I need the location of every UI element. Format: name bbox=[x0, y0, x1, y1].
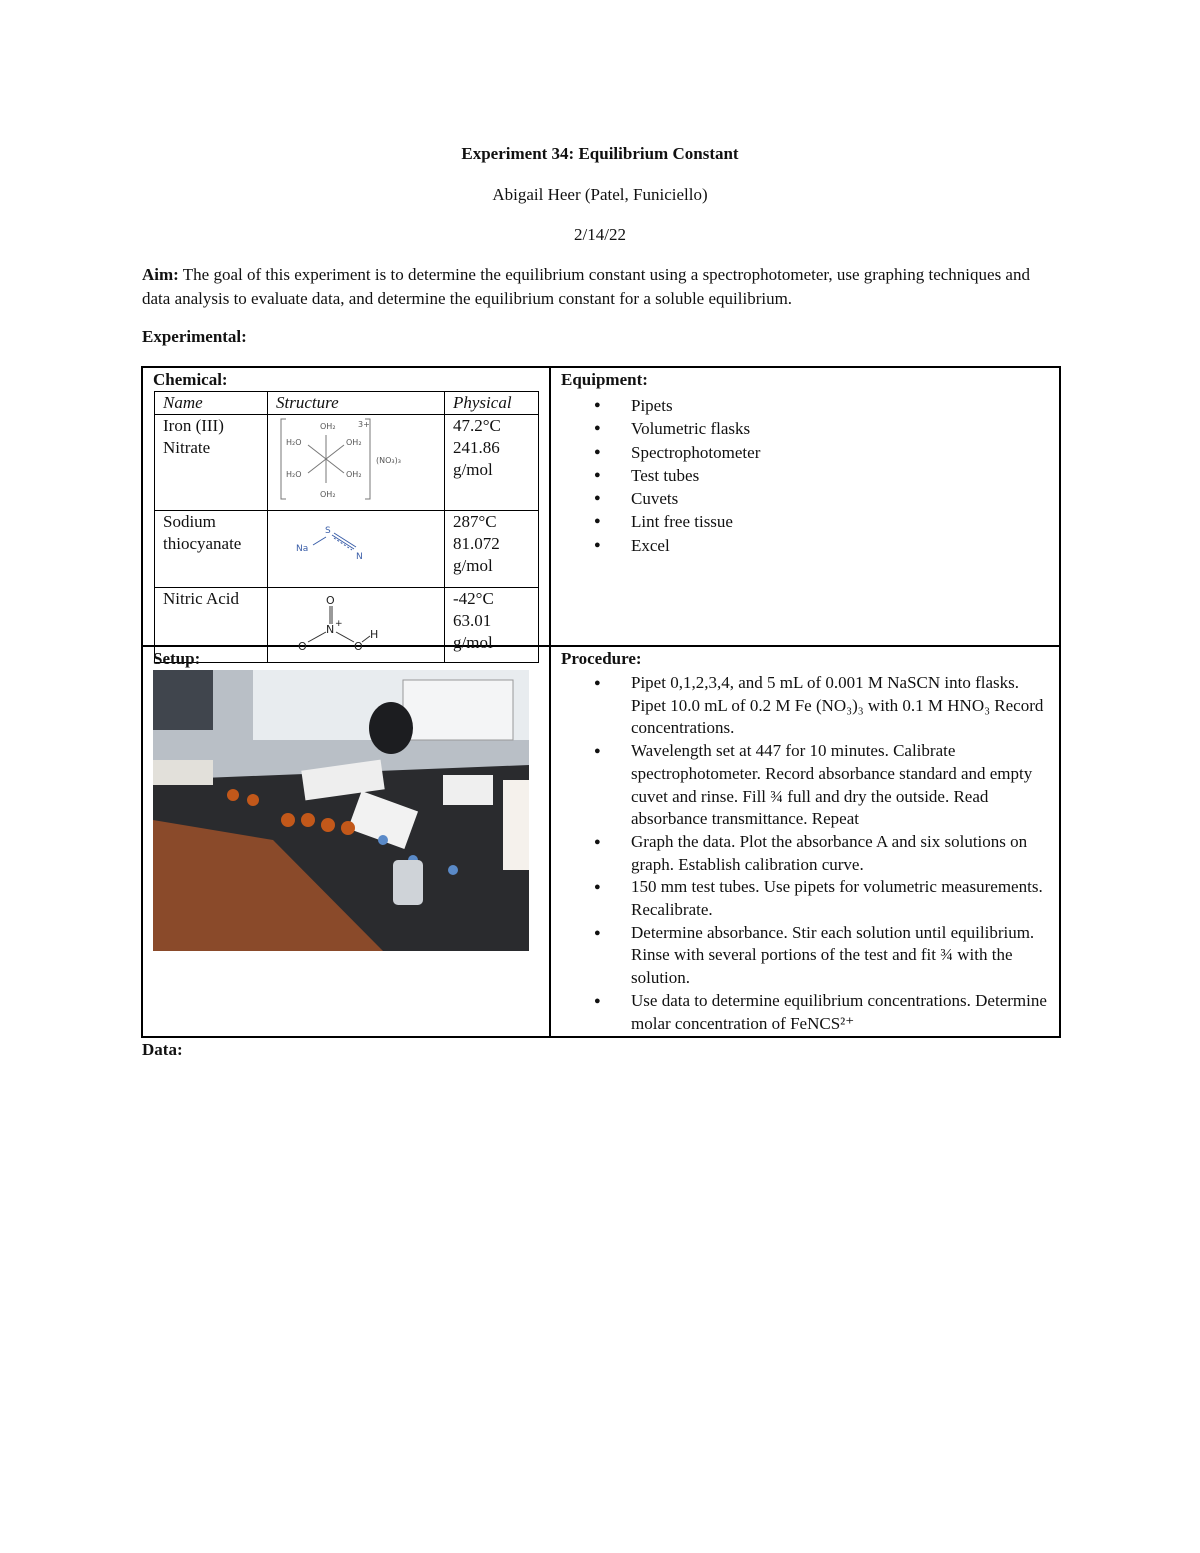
sulfur-label: S bbox=[325, 526, 331, 536]
counter-ion-label: (NO₃)₃ bbox=[376, 456, 401, 465]
setup-heading: Setup: bbox=[153, 649, 201, 668]
document-title: Experiment 34: Equilibrium Constant bbox=[461, 144, 739, 163]
experimental-table bbox=[141, 366, 1061, 1038]
nitrogen-label: N bbox=[356, 552, 363, 562]
aim-paragraph bbox=[142, 263, 1062, 311]
structure-cell bbox=[268, 588, 445, 663]
list-item: ● Determine absorbance. Stir each solution until equilibrium. Rinse with several portions of the test and fit ¾ with the solution. bbox=[561, 922, 1051, 990]
list-item: ● Lint free tissue bbox=[561, 510, 760, 533]
physical-properties: 287°C 81.072 g/mol bbox=[445, 511, 539, 588]
charge-label: 3+ bbox=[358, 420, 370, 429]
list-item: ● Volumetric flasks bbox=[561, 417, 760, 440]
list-item: ● Pipets bbox=[561, 394, 760, 417]
procedure-list bbox=[561, 672, 1051, 1035]
experimental-heading: Experimental: bbox=[142, 327, 247, 346]
list-item: ● 150 mm test tubes. Use pipets for volumetric measurements. Recalibrate. bbox=[561, 876, 1051, 921]
data-heading: Data: bbox=[142, 1040, 183, 1059]
oxygen-left-label: O bbox=[298, 640, 307, 653]
iron-nitrate-structure bbox=[268, 415, 443, 504]
table-row bbox=[155, 588, 539, 663]
list-item: ● Spectrophotometer bbox=[561, 441, 760, 464]
chemical-table bbox=[154, 391, 539, 663]
procedure-heading: Procedure: bbox=[561, 649, 642, 668]
aim-text: The goal of this experiment is to determine the equilibrium constant using a spectrophotometer, use graphing techniques and data analysis to evaluate data, and determine the equilibrium constant for a soluble equilibrium. bbox=[142, 265, 1030, 308]
equipment-list bbox=[561, 394, 760, 557]
column-header-structure: Structure bbox=[268, 392, 445, 415]
list-item: ● Cuvets bbox=[561, 487, 760, 510]
equipment-heading: Equipment: bbox=[561, 370, 648, 389]
ligand-bottom: OH₂ bbox=[320, 490, 336, 499]
table-row bbox=[155, 415, 539, 511]
structure-cell bbox=[268, 511, 445, 588]
nitric-acid-structure bbox=[268, 588, 443, 656]
chemical-name: Nitric Acid bbox=[155, 588, 268, 663]
column-header-name: Name bbox=[155, 392, 268, 415]
chemical-name: Iron (III) Nitrate bbox=[155, 415, 268, 511]
list-item: ● Test tubes bbox=[561, 464, 760, 487]
ligand-top-left: H₂O bbox=[286, 438, 302, 447]
physical-properties: 47.2°C 241.86 g/mol bbox=[445, 415, 539, 511]
table-divider-vertical bbox=[549, 368, 551, 1036]
sodium-label: Na bbox=[296, 544, 309, 554]
physical-properties: -42°C 63.01 g/mol bbox=[445, 588, 539, 663]
ligand-bottom-right: OH₂ bbox=[346, 470, 362, 479]
table-row bbox=[155, 511, 539, 588]
list-item: ● Pipet 0,1,2,3,4, and 5 mL of 0.001 M NaSCN into flasks. Pipet 10.0 mL of 0.2 M Fe (NO₃)₃ with 0.1 M HNO₃ Record concentrations. bbox=[561, 672, 1051, 740]
list-item: ● Use data to determine equilibrium concentrations. Determine molar concentration of FeNCS²⁺ bbox=[561, 990, 1051, 1035]
oxygen-top-label: O bbox=[326, 594, 335, 607]
column-header-physical: Physical bbox=[445, 392, 539, 415]
oxygen-right-label: O bbox=[354, 640, 363, 653]
aim-label: Aim: bbox=[142, 265, 179, 284]
date: 2/14/22 bbox=[574, 225, 626, 244]
setup-photo bbox=[153, 670, 529, 951]
list-item: ● Wavelength set at 447 for 10 minutes. Calibrate spectrophotometer. Record absorbance standard and empty cuvet and rinse. Fill ¾ full and dry the outside. Read absorbance transmittance. Repeat bbox=[561, 740, 1051, 831]
ligand-top: OH₂ bbox=[320, 422, 336, 431]
chemical-heading: Chemical: bbox=[153, 370, 228, 389]
plus-label: + bbox=[335, 619, 343, 629]
nitrogen-label: N bbox=[326, 623, 335, 636]
list-item: ● Graph the data. Plot the absorbance A and six solutions on graph. Establish calibration curve. bbox=[561, 831, 1051, 876]
list-item: ● Excel bbox=[561, 534, 760, 557]
sodium-thiocyanate-structure bbox=[268, 511, 443, 581]
structure-cell bbox=[268, 415, 445, 511]
authors: Abigail Heer (Patel, Funiciello) bbox=[492, 185, 708, 204]
chemical-name: Sodium thiocyanate bbox=[155, 511, 268, 588]
ligand-top-right: OH₂ bbox=[346, 438, 362, 447]
ligand-bottom-left: H₂O bbox=[286, 470, 302, 479]
hydrogen-label: H bbox=[370, 628, 379, 641]
